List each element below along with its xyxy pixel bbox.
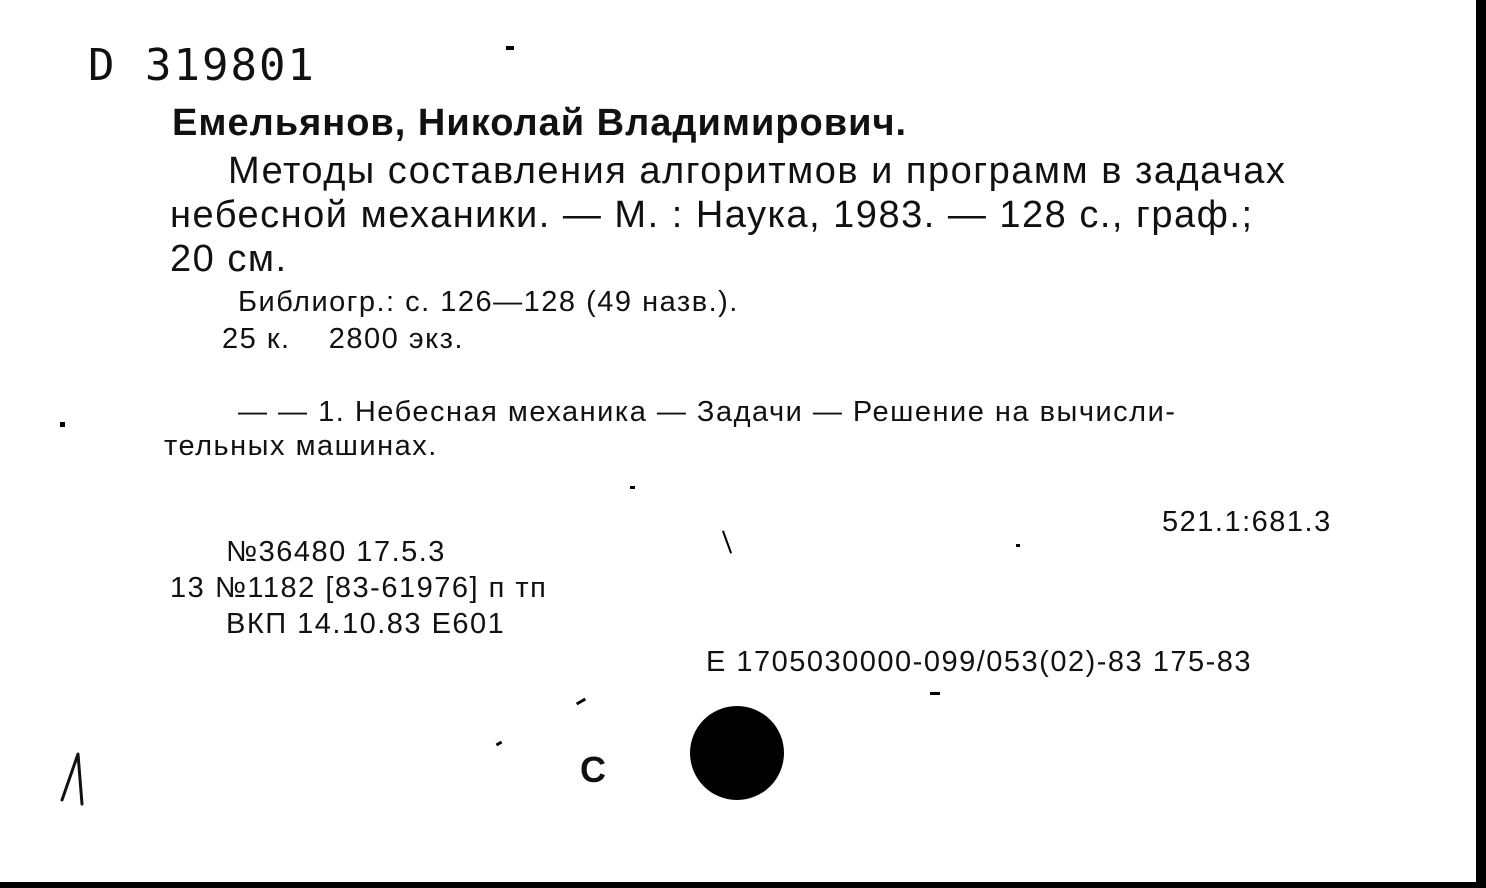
call-number: D 319801 (88, 40, 316, 91)
title-line: 20 см. (170, 238, 288, 280)
inventory-line: №36480 17.5.3 (226, 536, 446, 568)
udc-code: 521.1:681.3 (1162, 506, 1332, 538)
ink-speck (722, 530, 732, 553)
ink-speck (1016, 544, 1020, 547)
ink-speck (506, 46, 514, 50)
ink-speck (60, 422, 65, 427)
ink-speck (576, 698, 586, 706)
punch-hole (690, 706, 784, 800)
subject-heading-line: тельных машинах. (164, 430, 438, 462)
classification-index-line: Е 1705030000-099/053(02)-83 175-83 (706, 646, 1253, 678)
bibliography-note: Библиогр.: с. 126—128 (49 назв.). (238, 286, 739, 318)
ink-speck (630, 486, 635, 489)
title-line: небесной механики. — М. : Наука, 1983. — 128 с., граф.; (170, 194, 1254, 236)
handwritten-mark-icon (58, 748, 98, 808)
price-and-print-run: 25 к. 2800 экз. (222, 323, 465, 355)
ink-speck (496, 741, 503, 747)
inventory-line: 13 №1182 [83-61976] п тп (170, 572, 548, 604)
inventory-line: ВКП 14.10.83 Е601 (226, 608, 506, 640)
author-heading: Емельянов, Николай Владимирович. (172, 102, 908, 144)
mark-letter: С (580, 749, 606, 790)
subject-heading-line: — — 1. Небесная механика — Задачи — Решение на вычисли- (238, 396, 1177, 428)
ink-speck (930, 692, 940, 695)
title-line: Методы составления алгоритмов и программ в задачах (228, 150, 1287, 192)
